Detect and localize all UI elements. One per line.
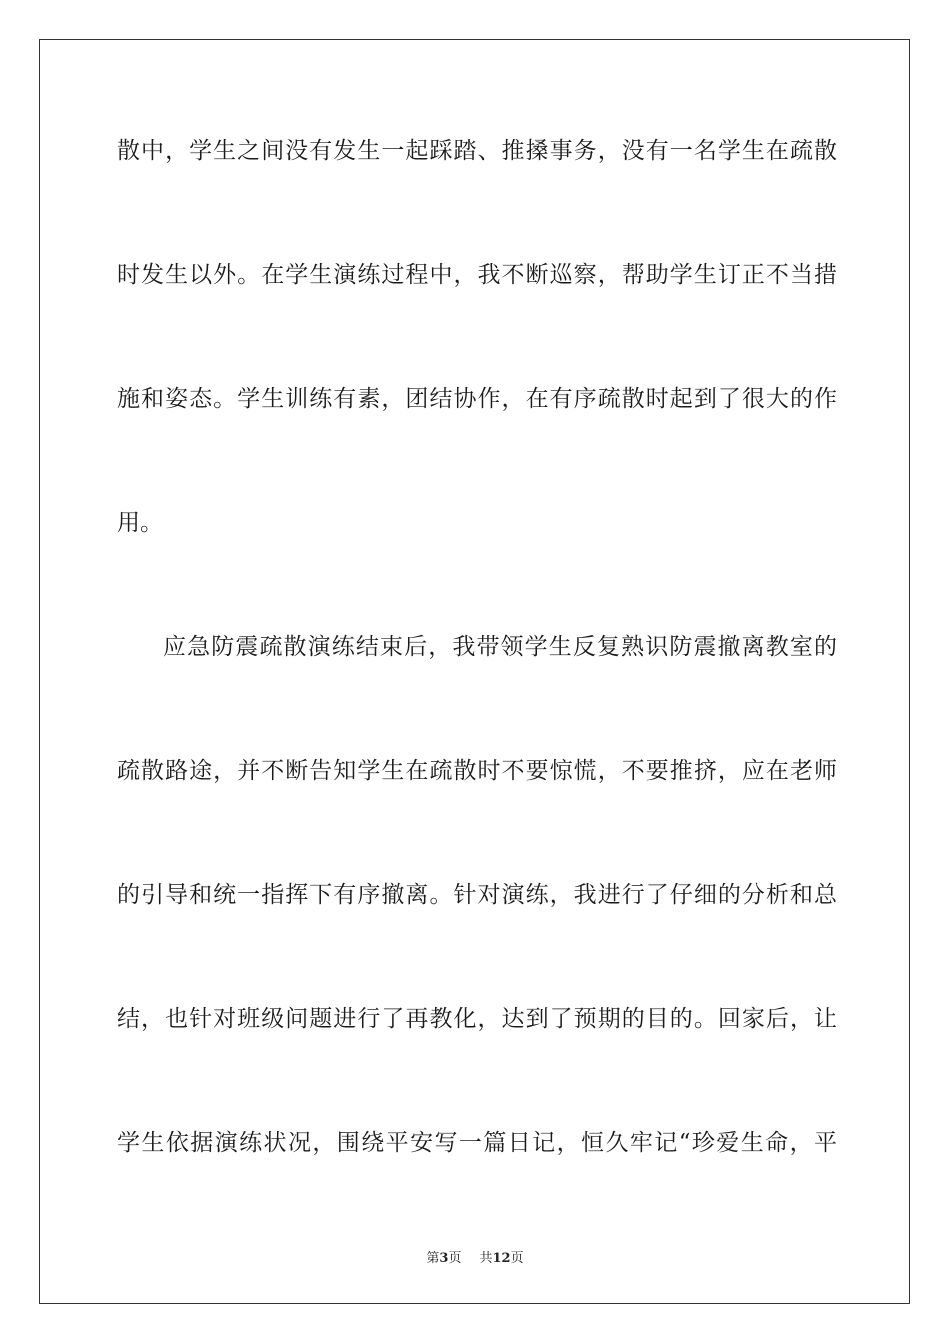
- page-number: [426, 1251, 461, 1266]
- text-line: 用。: [117, 510, 163, 536]
- text-line: 疏散路途，并不断告知学生在疏散时不要惊慌，不要推挤，应在老师: [117, 758, 837, 784]
- total-prefix: 共: [479, 1251, 493, 1266]
- text-line: 学生依据演练状况，围绕平安写一篇日记，恒久牢记“珍爱生命，平: [117, 1130, 837, 1156]
- paragraph-first-line: 应急防震疏散演练结束后，我带领学生反复熟识防震撤离教室的: [163, 634, 837, 660]
- text-line: 的引导和统一指挥下有序撤离。针对演练，我进行了仔细的分析和总: [117, 882, 837, 908]
- text-line: 散中，学生之间没有发生一起踩踏、推搡事务，没有一名学生在疏散: [117, 138, 837, 164]
- page-prefix: 第: [426, 1251, 440, 1266]
- page-footer: [0, 1247, 950, 1266]
- text-line: 时发生以外。在学生演练过程中，我不断巡察，帮助学生订正不当措: [117, 262, 837, 288]
- total-pages: 12: [492, 1251, 511, 1266]
- text-line: 施和姿态。学生训练有素，团结协作，在有序疏散时起到了很大的作: [117, 386, 837, 412]
- page-border: [39, 39, 910, 1304]
- page-suffix: 页: [448, 1251, 462, 1266]
- current-page: 3: [439, 1251, 449, 1266]
- text-line: 结，也针对班级问题进行了再教化，达到了预期的目的。回家后，让: [117, 1006, 837, 1032]
- page-total: [479, 1251, 523, 1266]
- total-suffix: 页: [510, 1251, 524, 1266]
